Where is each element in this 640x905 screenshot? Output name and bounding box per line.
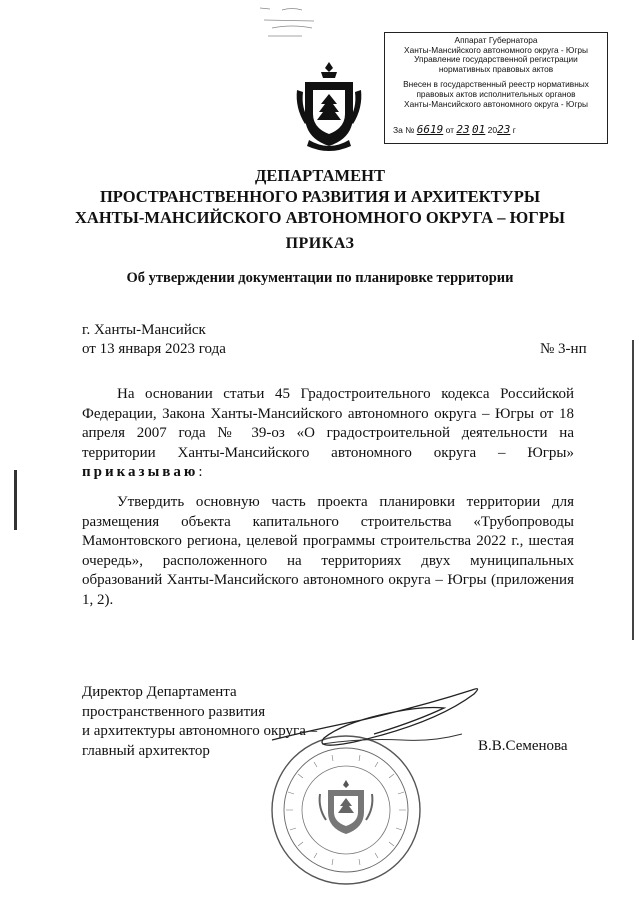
signatory-name: В.В.Семенова <box>478 738 568 754</box>
order-colon: : <box>198 464 203 480</box>
stamp-line: Аппарат Губернатора <box>454 35 538 45</box>
margin-mark <box>14 470 17 530</box>
document-type: ПРИКАЗ <box>285 235 355 252</box>
signatory-title-line: пространственного развития <box>82 703 266 720</box>
coat-of-arms-icon <box>295 60 363 152</box>
reg-number: 6619 <box>416 123 444 136</box>
stamp-line: правовых актов исполнительных органов <box>416 88 576 99</box>
signatory-title-line: и архитектуры автономного округа – <box>82 723 318 739</box>
reg-from: от <box>445 125 455 135</box>
stamp-line: Ханты-Мансийского автономного округа - Югры <box>404 44 588 55</box>
dept-line: ДЕПАРТАМЕНТ <box>255 166 385 185</box>
department-heading <box>0 165 640 228</box>
document-number: № 3-нп <box>540 341 587 357</box>
dept-line: ХАНТЫ-МАНСИЙСКОГО АВТОНОМНОГО ОКРУГА – ЮГРЫ <box>75 208 565 227</box>
signatory-title-line: Директор Департамента <box>82 684 237 700</box>
handwritten-signature <box>262 680 502 780</box>
stamp-line: Внесен в государственный реестр нормативных <box>403 79 589 90</box>
issue-date: от 13 января 2023 года <box>82 341 226 357</box>
dept-line: ПРОСТРАНСТВЕННОГО РАЗВИТИЯ И АРХИТЕКТУРЫ <box>99 187 541 206</box>
stamp-registration-row <box>393 125 601 136</box>
reg-year: 23 <box>497 123 511 136</box>
reg-year-prefix: 20 <box>487 125 498 135</box>
reg-month: 01 <box>472 123 486 136</box>
registration-stamp <box>384 32 608 144</box>
signatory-title-line: главный архитектор <box>82 742 210 759</box>
paragraph-basis <box>82 385 574 483</box>
reg-suffix: г <box>512 125 516 135</box>
stamp-line: Управление государственной регистрации <box>414 54 578 65</box>
issue-city: г. Ханты-Мансийск <box>82 322 206 338</box>
top-scribble-mark <box>242 2 392 44</box>
reg-prefix: За № <box>393 125 415 135</box>
document-subject: Об утверждении документации по планировке территории <box>126 270 514 286</box>
reg-day: 23 <box>456 123 470 136</box>
paragraph-resolution: Утвердить основную часть проекта планировки территории для размещения объекта капитального строительства «Трубопроводы Мамонтовского региона, целевой программы строительства 2022 г., шестая очередь», расположенного на территориях двух муниципальных образований Ханты-Мансийского автономного округа – Югры (приложения 1, 2). <box>82 494 574 608</box>
order-word: приказываю <box>82 464 199 480</box>
basis-text: На основании статьи 45 Градостроительного кодекса Российской Федерации, Закона Ханты-Мансийского автономного округа – Югры от 18 апреля 2007 года № 39-оз «О градостроительной деятельности на территории Ханты-Мансийского автономного округа – Югры» <box>82 386 574 461</box>
scan-edge-line <box>632 340 634 640</box>
stamp-line: нормативных правовых актов <box>438 63 554 74</box>
stamp-line: Ханты-Мансийского автономного округа - Югры <box>404 98 588 109</box>
